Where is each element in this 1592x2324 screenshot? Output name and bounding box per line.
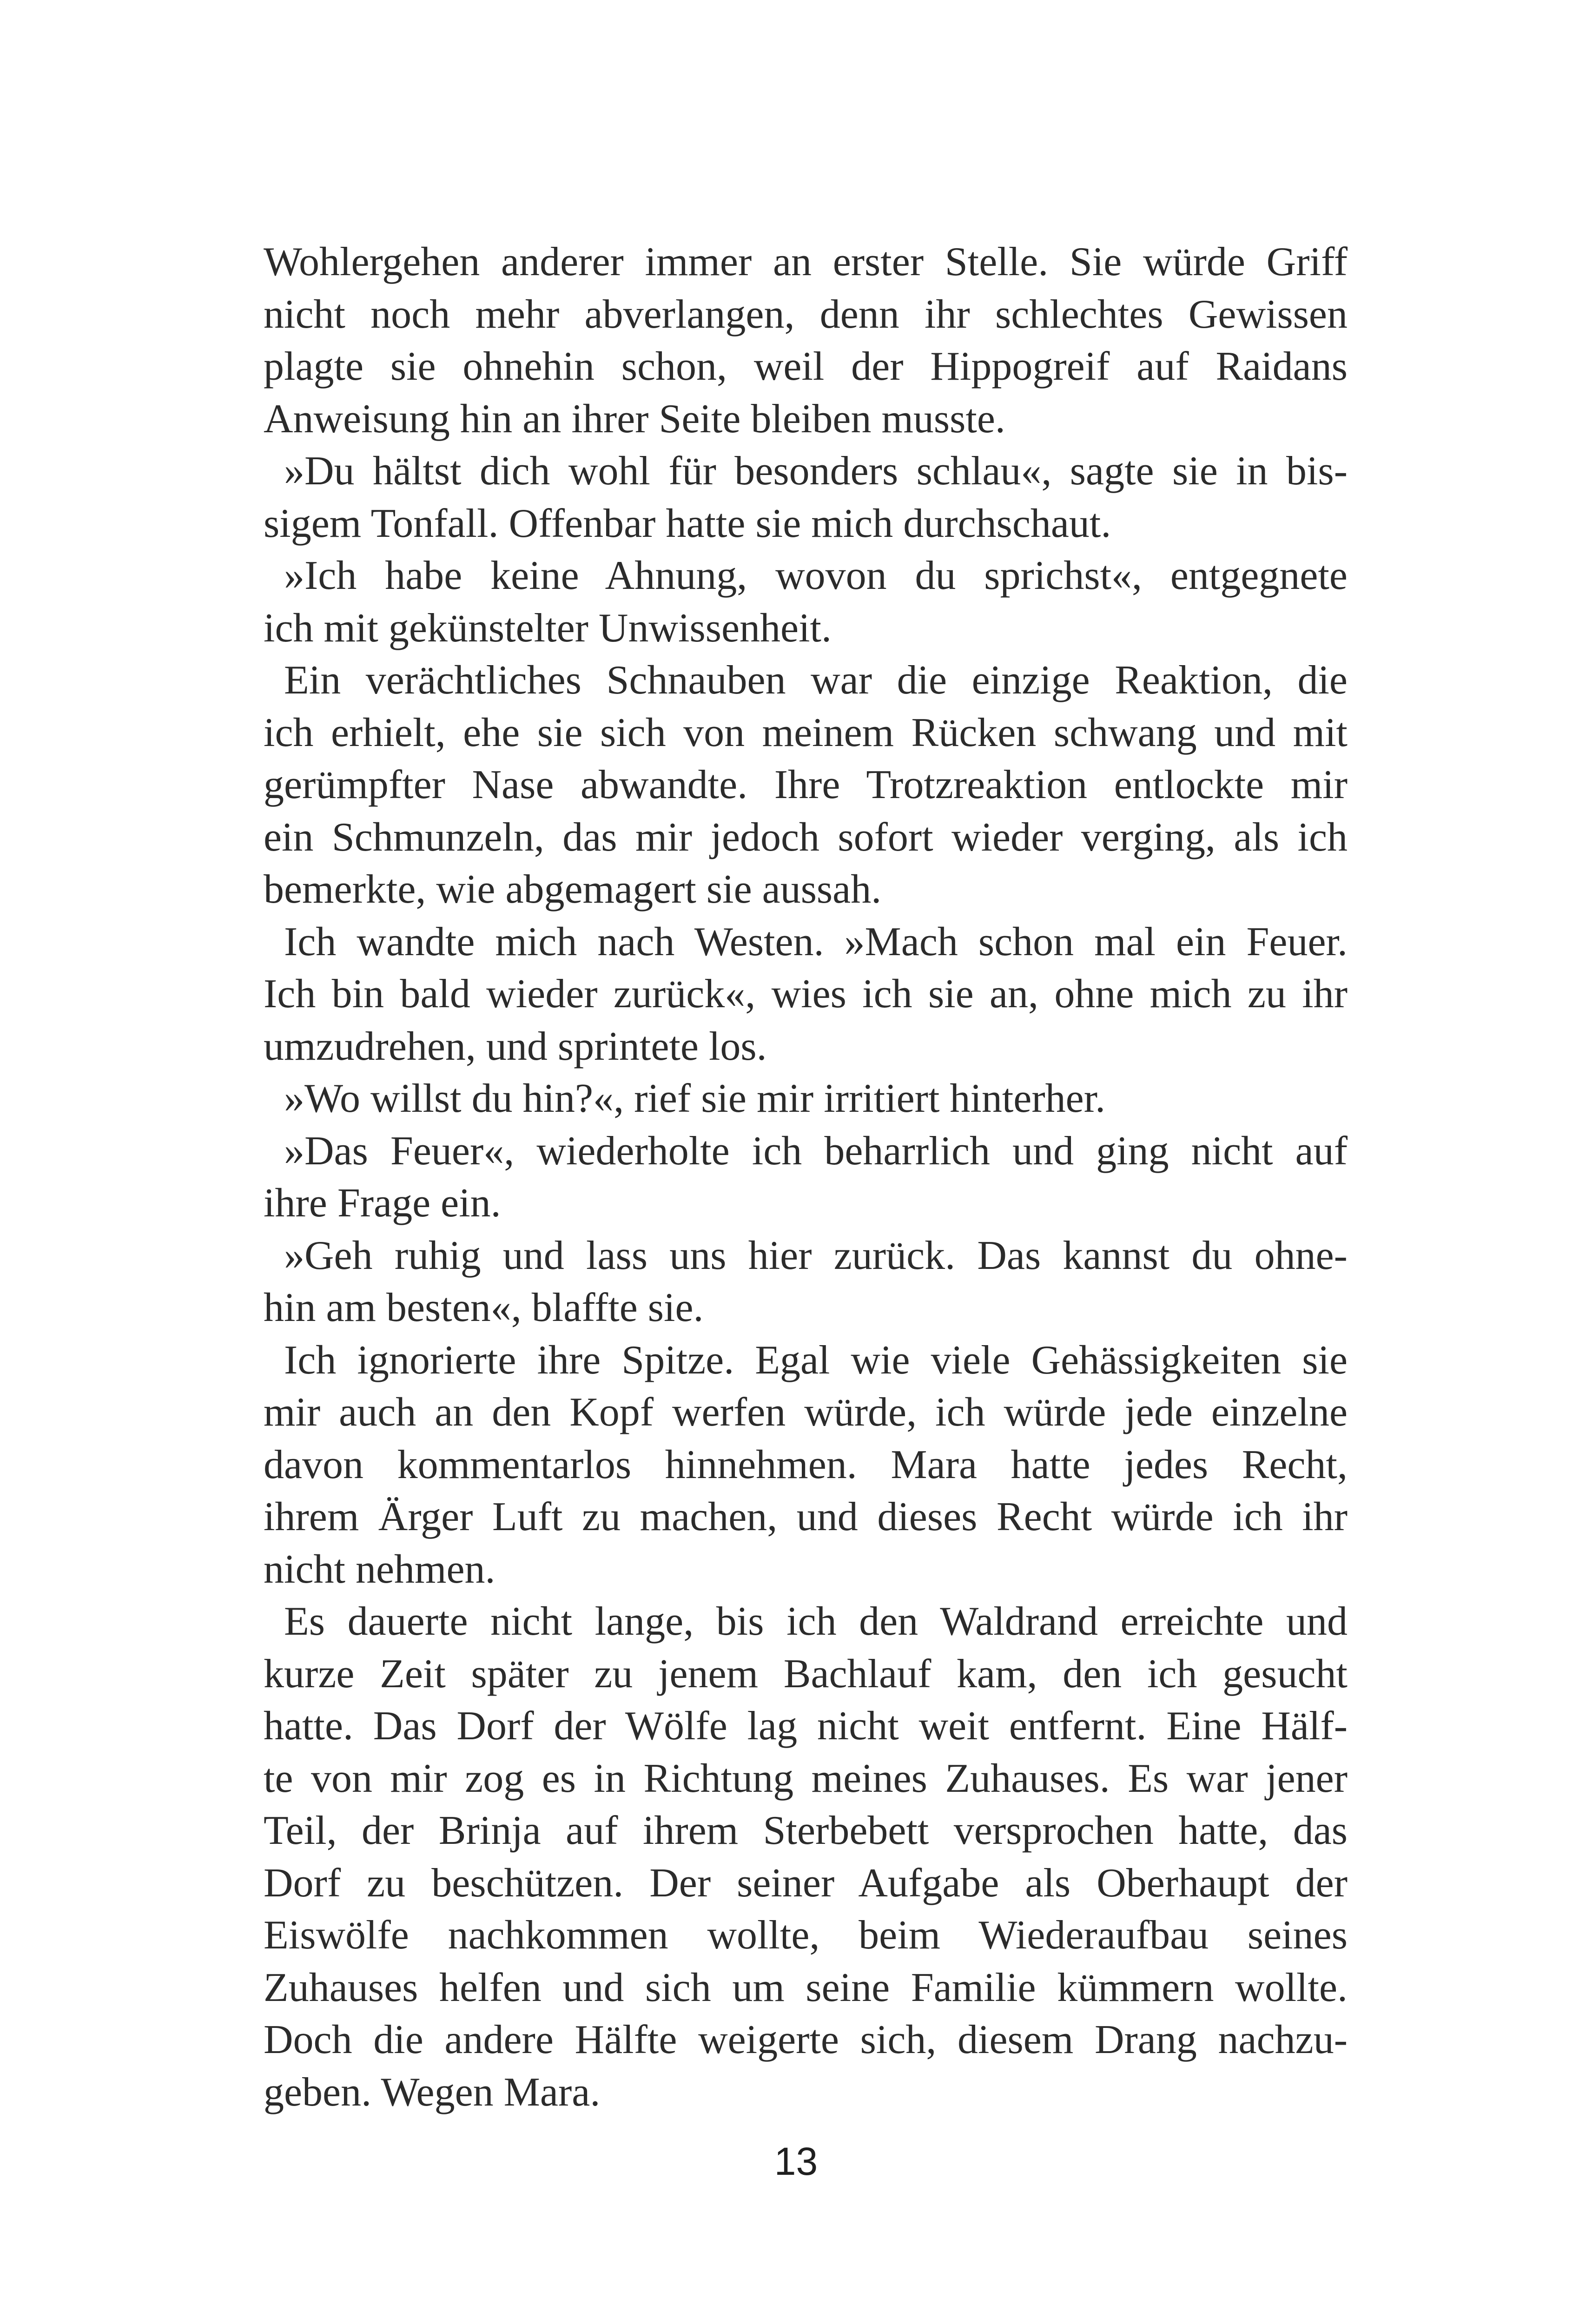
- text-line: mir auch an den Kopf werfen würde, ich würde jede einzelne: [264, 1390, 1348, 1435]
- text-line: geben. Wegen Mara.: [264, 2069, 601, 2115]
- text-line: Zuhauses helfen und sich um seine Familie kümmern wollte.: [264, 1965, 1348, 2010]
- text-line: ihre Frage ein.: [264, 1181, 501, 1226]
- text-line: Dorf zu beschützen. Der seiner Aufgabe als Oberhaupt der: [264, 1860, 1348, 1906]
- body-text: [264, 236, 1348, 2119]
- text-line: »Das Feuer«, wiederholte ich beharrlich und ging nicht auf: [284, 1128, 1348, 1174]
- text-line: Wohlergehen anderer immer an erster Stelle. Sie würde Griff: [264, 239, 1348, 284]
- text-line: nicht noch mehr abverlangen, denn ihr schlechtes Gewissen: [264, 291, 1348, 337]
- text-line: nicht nehmen.: [264, 1546, 495, 1592]
- text-line: Ich wandte mich nach Westen. »Mach schon mal ein Feuer.: [284, 919, 1348, 964]
- text-line: Teil, der Brinja auf ihrem Sterbebett versprochen hatte, das: [264, 1808, 1348, 1853]
- text-line: plagte sie ohnehin schon, weil der Hippogreif auf Raidans: [264, 344, 1348, 389]
- text-line: bemerkte, wie abgemagert sie aussah.: [264, 867, 882, 912]
- text-line: »Du hältst dich wohl für besonders schlau«, sagte sie in bis-: [284, 449, 1348, 494]
- text-line: »Wo willst du hin?«, rief sie mir irritiert hinterher.: [284, 1076, 1106, 1121]
- text-line: Ein verächtliches Schnauben war die einzige Reaktion, die: [284, 658, 1348, 703]
- text-line: Es dauerte nicht lange, bis ich den Waldrand erreichte und: [284, 1599, 1348, 1644]
- text-line: sigem Tonfall. Offenbar hatte sie mich durchschaut.: [264, 501, 1111, 546]
- text-line: Ich ignorierte ihre Spitze. Egal wie viele Gehässigkeiten sie: [284, 1337, 1348, 1383]
- text-line: ihrem Ärger Luft zu machen, und dieses Recht würde ich ihr: [264, 1494, 1348, 1539]
- text-line: kurze Zeit später zu jenem Bachlauf kam, den ich gesucht: [264, 1651, 1348, 1697]
- text-line: umzudrehen, und sprintete los.: [264, 1023, 767, 1069]
- text-line: te von mir zog es in Richtung meines Zuhauses. Es war jener: [264, 1756, 1348, 1801]
- text-line: »Geh ruhig und lass uns hier zurück. Das kannst du ohne-: [284, 1233, 1348, 1278]
- text-line: Anweisung hin an ihrer Seite bleiben musste.: [264, 396, 1005, 442]
- text-line: »Ich habe keine Ahnung, wovon du sprichst«, entgegnete: [284, 553, 1348, 598]
- text-line: hatte. Das Dorf der Wölfe lag nicht weit entfernt. Eine Hälf-: [264, 1703, 1348, 1749]
- text-line: Doch die andere Hälfte weigerte sich, diesem Drang nachzu-: [264, 2017, 1348, 2062]
- text-line: Eiswölfe nachkommen wollte, beim Wiederaufbau seines: [264, 1913, 1348, 1958]
- text-line: ein Schmunzeln, das mir jedoch sofort wieder verging, als ich: [264, 814, 1348, 860]
- text-line: davon kommentarlos hinnehmen. Mara hatte jedes Recht,: [264, 1442, 1348, 1487]
- text-line: gerümpfter Nase abwandte. Ihre Trotzreaktion entlockte mir: [264, 762, 1348, 807]
- text-line: ich erhielt, ehe sie sich von meinem Rücken schwang und mit: [264, 710, 1348, 755]
- text-line: Ich bin bald wieder zurück«, wies ich sie an, ohne mich zu ihr: [264, 971, 1348, 1017]
- text-line: hin am besten«, blaffte sie.: [264, 1285, 704, 1330]
- page-number: 13: [774, 2139, 818, 2183]
- text-line: ich mit gekünstelter Unwissenheit.: [264, 605, 832, 651]
